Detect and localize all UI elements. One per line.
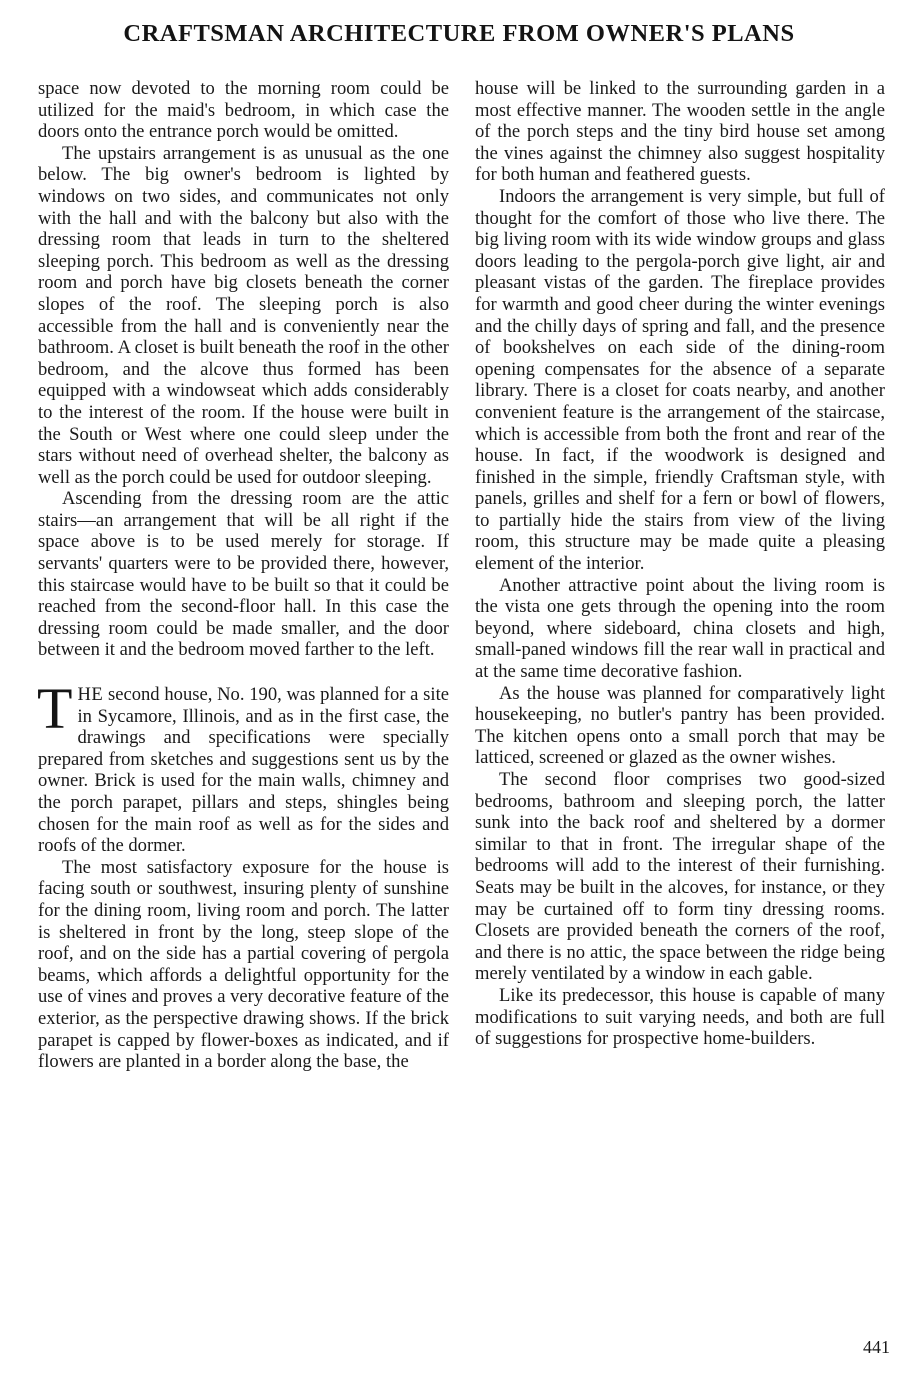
paragraph-text: second house, No. 190, was planned for a site in Sycamore, Illinois, and as in the first case, the drawings and specifications were specially prepared from sketches and suggestions sent us by the owner. Brick is used for the main walls, chimney and the porch parapet, pillars and steps, shingles being chosen for the main roof as well as for the sides and roofs of the dormer. bbox=[38, 684, 449, 857]
section-opening-paragraph bbox=[37, 676, 449, 857]
small-caps-lead: HE bbox=[77, 684, 104, 706]
paragraph: Another attractive point about the living room is the vista one gets through the opening into the room beyond, where sideboard, china closets and high, small-paned windows fill the rear wall in practical and at the same time decorative fashion. bbox=[475, 574, 885, 683]
right-column bbox=[475, 78, 885, 1050]
page-number: 441 bbox=[863, 1337, 890, 1357]
paragraph: Like its predecessor, this house is capable of many modifications to suit varying needs, and both are full of suggestions for prospective home-builders. bbox=[475, 984, 885, 1050]
page-header-title: CRAFTSMAN ARCHITECTURE FROM OWNER'S PLANS bbox=[123, 20, 795, 47]
paragraph: space now devoted to the morning room could be utilized for the maid's bedroom, in which case the doors onto the entrance porch would be omitted. bbox=[38, 78, 449, 143]
paragraph: As the house was planned for comparatively light housekeeping, no butler's pantry has been provided. The kitchen opens onto a small porch that may be latticed, screened or glazed as the owner wishes. bbox=[475, 682, 885, 769]
paragraph: The most satisfactory exposure for the house is facing south or southwest, insuring plenty of sunshine for the dining room, living room and porch. The latter is sheltered in front by the long, steep slope of the roof, and on the side has a partial covering of pergola beams, which affords a delightful opportunity for the use of vines and proves a very decorative feature of the exterior, as the perspective drawing shows. If the brick parapet is capped by flower-boxes as indicated, and if flowers are planted in a border along the base, the bbox=[38, 856, 449, 1073]
drop-cap: T bbox=[37, 676, 73, 742]
paragraph: Ascending from the dressing room are the attic stairs—an arrangement that will be all right if the space above is to be used merely for storage. If servants' quarters were to be provided there, however, this staircase would have to be built so that it could be reached from the second-floor hall. In this case the dressing room could be made smaller, and the door between it and the bedroom moved farther to the left. bbox=[38, 488, 449, 661]
paragraph: Indoors the arrangement is very simple, but full of thought for the comfort of those who live there. The big living room with its wide window groups and glass doors leading to the pergola-porch give light, air and pleasant vistas of the garden. The fireplace provides for warmth and good cheer during the winter evenings and the chilly days of spring and fall, and the presence of bookshelves on each side of the dining-room opening compensates for the absence of a separate library. There is a closet for coats nearby, and another convenient feature is the arrangement of the staircase, which is accessible from both the front and rear of the house. In fact, if the woodwork is designed and finished in the simple, friendly Craftsman style, with panels, grilles and shelf for a fern or bowl of flowers, to partially hide the stairs from view of the living room, this structure may be made quite a pleasing element of the interior. bbox=[475, 185, 885, 575]
left-column bbox=[38, 78, 449, 1073]
paragraph: The second floor comprises two good-sized bedrooms, bathroom and sleeping porch, the latter sunk into the back roof and sheltered by a dormer similar to that in front. The irregular shape of the bedrooms will add to the interest of their furnishing. Seats may be built in the alcoves, for instance, or they may be curtained off to form tiny dressing rooms. Closets are provided beneath the corners of the roof, and there is no attic, the space between the ridge being merely ventilated by a window in each gable. bbox=[475, 769, 885, 985]
paragraph: The upstairs arrangement is as unusual as the one below. The big owner's bedroom is lighted by windows on two sides, and communicates not only with the hall and with the balcony but also with the dressing room that leads in turn to the sheltered sleeping porch. This bedroom as well as the dressing room and porch have big closets beneath the corner slopes of the roof. The sleeping porch is also accessible from the hall and is conveniently near the bathroom. A closet is built beneath the roof in the other bedroom, and the alcove thus formed has been equipped with a windowseat which adds considerably to the interest of the room. If the house were built in the South or West where one could sleep under the stars without need of overhead shelter, the balcony as well as the porch could be used for outdoor sleeping. bbox=[38, 142, 449, 488]
paragraph: house will be linked to the surrounding garden in a most effective manner. The wooden settle in the angle of the porch steps and the tiny bird house set among the vines against the chimney also suggest hospitality for both human and feathered guests. bbox=[475, 78, 885, 186]
